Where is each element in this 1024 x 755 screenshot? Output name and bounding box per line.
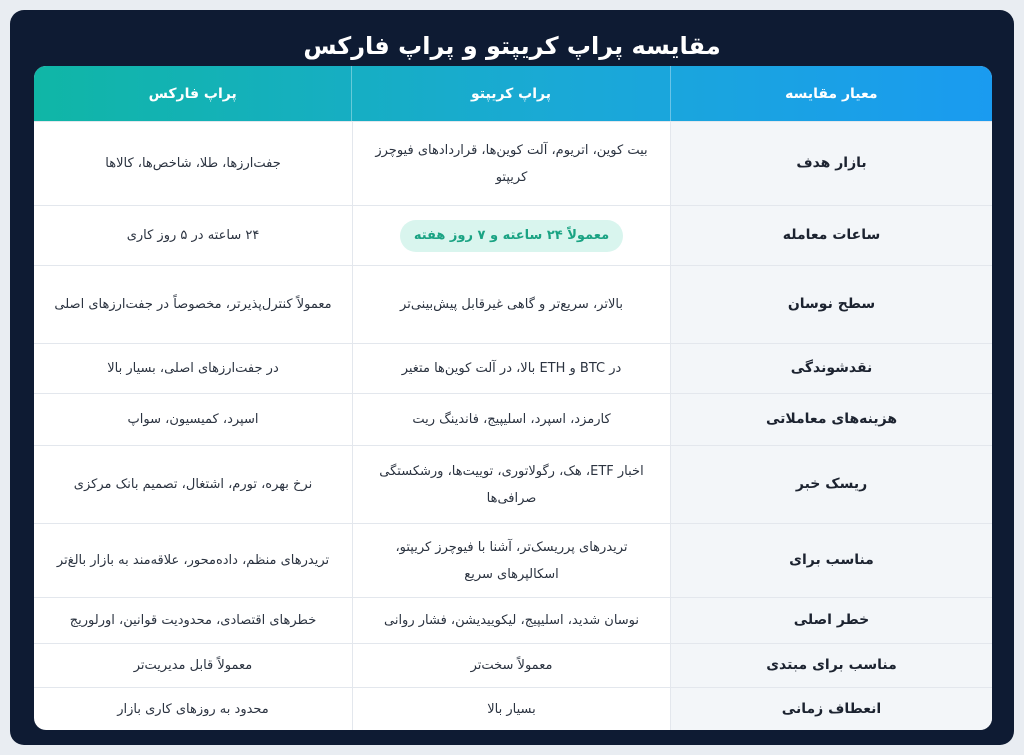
table-row <box>34 205 992 265</box>
row-forex-value: خطرهای اقتصادی، محدودیت قوانین، اورلوریج <box>69 613 317 628</box>
row-crypto-value: بسیار بالا <box>352 688 670 730</box>
row-criterion: بازار هدف <box>670 122 992 205</box>
table-row <box>34 445 992 523</box>
row-criterion: مناسب برای مبتدی <box>670 644 992 687</box>
row-crypto-value: بالاتر، سریع‌تر و گاهی غیرقابل پیش‌بینی‌تر <box>352 266 670 343</box>
row-criterion: ساعات معامله <box>670 206 992 265</box>
table-row <box>34 597 992 643</box>
table-row <box>34 343 992 393</box>
comparison-table <box>34 66 992 730</box>
row-criterion: نقدشوندگی <box>670 344 992 393</box>
row-crypto-value: تریدرهای پرریسک‌تر، آشنا با فیوچرز کریپتو، اسکالپرهای سریع <box>352 524 670 597</box>
row-forex-value: جفت‌ارزها، طلا، شاخص‌ها، کالاها <box>105 156 281 171</box>
table-row <box>34 121 992 205</box>
row-crypto-value: در BTC و ETH بالا، در آلت کوین‌ها متغیر <box>352 344 670 393</box>
row-forex-value: تریدرهای منظم، داده‌محور، علاقه‌مند به بازار بالغ‌تر <box>56 553 330 568</box>
highlight-badge: معمولاً ۲۴ ساعته و ۷ روز هفته <box>400 220 623 252</box>
row-forex-value: اسپرد، کمیسیون، سواپ <box>127 412 259 427</box>
table-row <box>34 687 992 730</box>
row-forex-value: محدود به روزهای کاری بازار <box>117 701 269 717</box>
row-forex-value: در جفت‌ارزهای اصلی، بسیار بالا <box>107 361 279 376</box>
row-crypto-value <box>352 206 670 265</box>
header-crypto-prop: پراپ کریپتو <box>351 66 669 121</box>
row-criterion: ریسک خبر <box>670 446 992 523</box>
page-title: مقایسه پراپ کریپتو و پراپ فارکس <box>303 32 721 60</box>
row-criterion: خطر اصلی <box>670 598 992 643</box>
comparison-card <box>10 10 1014 745</box>
header-criterion: معیار مقایسه <box>670 66 992 121</box>
table-row <box>34 393 992 445</box>
table-row <box>34 643 992 687</box>
row-crypto-value: نوسان شدید، اسلیپیج، لیکوییدیشن، فشار روانی <box>352 598 670 643</box>
table-header <box>34 66 992 121</box>
row-forex-value: نرخ بهره، تورم، اشتغال، تصمیم بانک مرکزی <box>73 477 313 492</box>
header-forex-prop: پراپ فارکس <box>148 85 237 102</box>
row-crypto-value: بیت کوین، اتریوم، آلت کوین‌ها، قراردادهای فیوچرز کریپتو <box>352 122 670 205</box>
row-crypto-value: اخبار ETF، هک، رگولاتوری، توییت‌ها، ورشکستگی صرافی‌ها <box>352 446 670 523</box>
table-row <box>34 523 992 597</box>
table-row <box>34 265 992 343</box>
row-crypto-value: کارمزد، اسپرد، اسلیپیج، فاندینگ ریت <box>352 394 670 445</box>
row-criterion: مناسب برای <box>670 524 992 597</box>
row-forex-value: ۲۴ ساعته در ۵ روز کاری <box>126 228 260 243</box>
row-crypto-value: معمولاً سخت‌تر <box>352 644 670 687</box>
row-forex-value: معمولاً قابل مدیریت‌تر <box>133 658 253 673</box>
row-forex-value: معمولاً کنترل‌پذیرتر، مخصوصاً در جفت‌ارزهای اصلی <box>54 297 332 312</box>
row-criterion: سطح نوسان <box>670 266 992 343</box>
row-criterion: انعطاف زمانی <box>670 688 992 730</box>
row-criterion: هزینه‌های معاملاتی <box>670 394 992 445</box>
